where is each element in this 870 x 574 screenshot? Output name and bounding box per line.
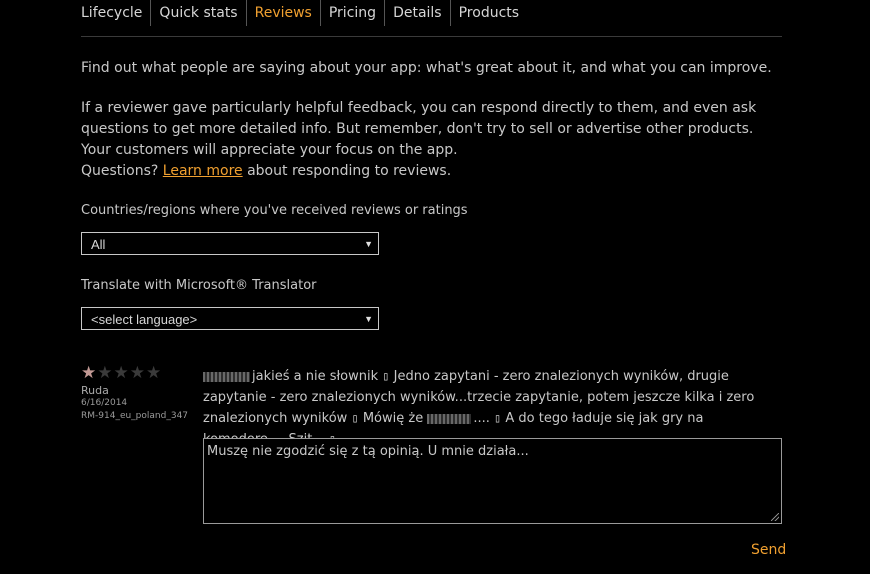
countries-select[interactable] bbox=[81, 232, 379, 255]
review-text-part: Mówię że bbox=[362, 411, 424, 426]
countries-select-value: All bbox=[91, 237, 106, 252]
learn-more-link[interactable]: Learn more bbox=[162, 163, 243, 179]
redacted-text bbox=[427, 414, 471, 424]
reply-text: Muszę nie zgodzić się z tą opinią. U mnie działa... bbox=[207, 444, 529, 459]
star-empty-icon: ★ bbox=[146, 363, 162, 383]
tab-bar bbox=[81, 0, 782, 37]
questions-line bbox=[81, 161, 781, 182]
translate-label: Translate with Microsoft® Translator bbox=[81, 278, 317, 293]
intro-paragraph-1: Find out what people are saying about your app: what's great about it, and what you can improve. bbox=[81, 60, 772, 76]
send-button[interactable]: Send bbox=[751, 542, 787, 558]
language-select[interactable] bbox=[81, 307, 379, 330]
review-meta bbox=[81, 364, 196, 423]
dropdown-arrow-icon: ▼ bbox=[364, 314, 373, 324]
tab-details[interactable]: Details bbox=[384, 0, 450, 26]
star-empty-icon: ★ bbox=[129, 363, 145, 383]
tab-products[interactable]: Products bbox=[450, 0, 527, 26]
tab-pricing[interactable]: Pricing bbox=[320, 0, 384, 26]
intro-paragraph-2: If a reviewer gave particularly helpful feedback, you can respond directly to them, and even ask questions to get more detailed info. But remember, don't try to sell or advertise other products. Your customers will appreciate your focus on the app. bbox=[81, 100, 757, 158]
star-rating bbox=[81, 364, 196, 382]
review-text-part: jakieś a nie słownik bbox=[252, 369, 379, 384]
countries-label: Countries/regions where you've received reviews or ratings bbox=[81, 203, 468, 218]
resize-grip-icon[interactable] bbox=[771, 513, 779, 521]
review-text-part: Jedno zapytani - zero znalezionych wyników, drugie zapytanie - zero znalezionych wyników...trzecie zapytanie, potem jeszcze kilka i zero znalezionych wyników bbox=[203, 369, 755, 426]
review-text-part: A do tego ładuje się jak gry na bbox=[505, 411, 704, 426]
redacted-text bbox=[203, 372, 250, 382]
review-date: 6/16/2014 bbox=[81, 398, 128, 408]
reply-textarea[interactable] bbox=[203, 438, 782, 524]
dropdown-arrow-icon: ▼ bbox=[364, 239, 373, 249]
review-device: RM-914_eu_poland_347 bbox=[81, 411, 189, 421]
reviewer-name: Ruda bbox=[81, 384, 109, 397]
unknown-glyph-icon: ▯ bbox=[351, 411, 359, 425]
review-text-part: .... bbox=[473, 411, 490, 426]
tab-quick-stats[interactable]: Quick stats bbox=[150, 0, 245, 26]
intro-text bbox=[81, 58, 781, 182]
language-select-value: <select language> bbox=[91, 312, 198, 327]
questions-prefix: Questions? bbox=[81, 163, 159, 179]
unknown-glyph-icon: ▯ bbox=[382, 369, 390, 383]
star-empty-icon: ★ bbox=[113, 363, 129, 383]
tab-lifecycle[interactable]: Lifecycle bbox=[81, 5, 143, 21]
questions-suffix: about responding to reviews. bbox=[247, 163, 452, 179]
star-empty-icon: ★ bbox=[97, 363, 113, 383]
unknown-glyph-icon: ▯ bbox=[494, 411, 502, 425]
star-filled-icon: ★ bbox=[81, 363, 97, 383]
tab-reviews[interactable]: Reviews bbox=[246, 0, 320, 26]
